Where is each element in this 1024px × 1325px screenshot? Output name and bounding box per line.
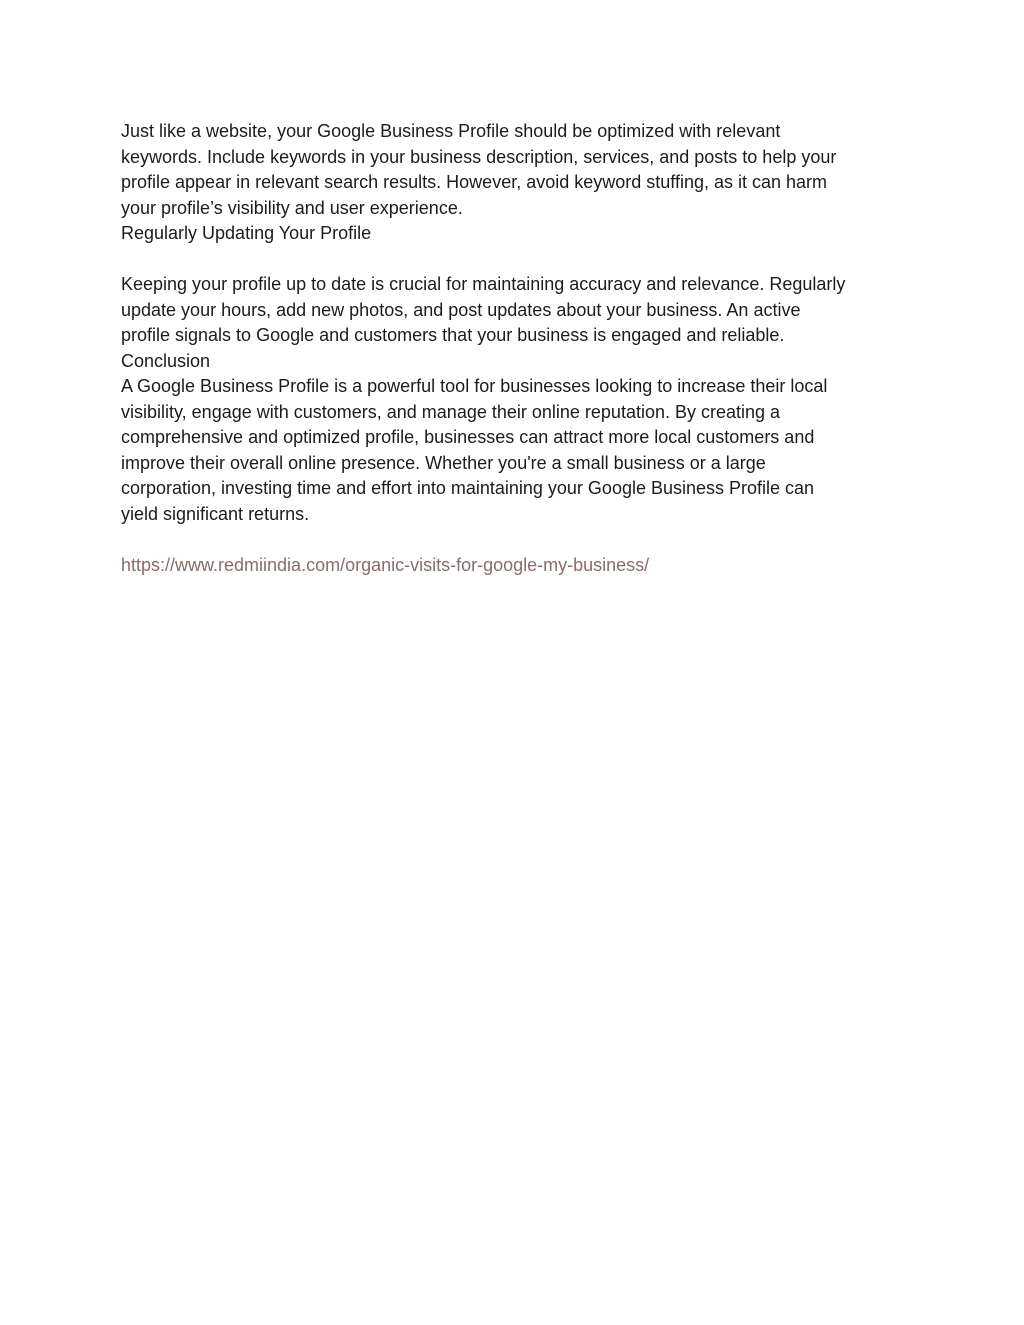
document-body <box>121 119 911 578</box>
text-line: keywords. Include keywords in your business description, services, and posts to help your <box>121 146 837 167</box>
text-line: Just like a website, your Google Business Profile should be optimized with relevant <box>121 121 781 141</box>
text-line: A Google Business Profile is a powerful tool for businesses looking to increase their local <box>121 376 828 396</box>
text-line: profile appear in relevant search results. However, avoid keyword stuffing, as it can harm <box>121 172 828 192</box>
paragraph-keywords <box>121 119 911 221</box>
text-line: improve their overall online presence. Whether you're a small business or a large <box>121 452 766 473</box>
heading-regularly-updating: Regularly Updating Your Profile <box>121 223 372 243</box>
text-line: visibility, engage with customers, and manage their online reputation. By creating a <box>121 401 781 422</box>
text-line: yield significant returns. <box>121 503 310 524</box>
heading-conclusion: Conclusion <box>121 350 211 371</box>
source-link[interactable]: https://www.redmiindia.com/organic-visits-for-google-my-business/ <box>121 554 650 575</box>
blank-line <box>121 247 911 273</box>
blank-line <box>121 527 911 553</box>
text-line: update your hours, add new photos, and post updates about your business. An active <box>121 299 801 320</box>
text-line: corporation, investing time and effort into maintaining your Google Business Profile can <box>121 478 815 498</box>
text-line: your profile’s visibility and user experience. <box>121 197 463 218</box>
text-line: Keeping your profile up to date is crucial for maintaining accuracy and relevance. Regularly <box>121 274 846 294</box>
text-line: profile signals to Google and customers that your business is engaged and reliable. <box>121 325 785 345</box>
paragraph-updating <box>121 272 911 349</box>
paragraph-conclusion <box>121 374 911 527</box>
text-line: comprehensive and optimized profile, businesses can attract more local customers and <box>121 427 815 447</box>
